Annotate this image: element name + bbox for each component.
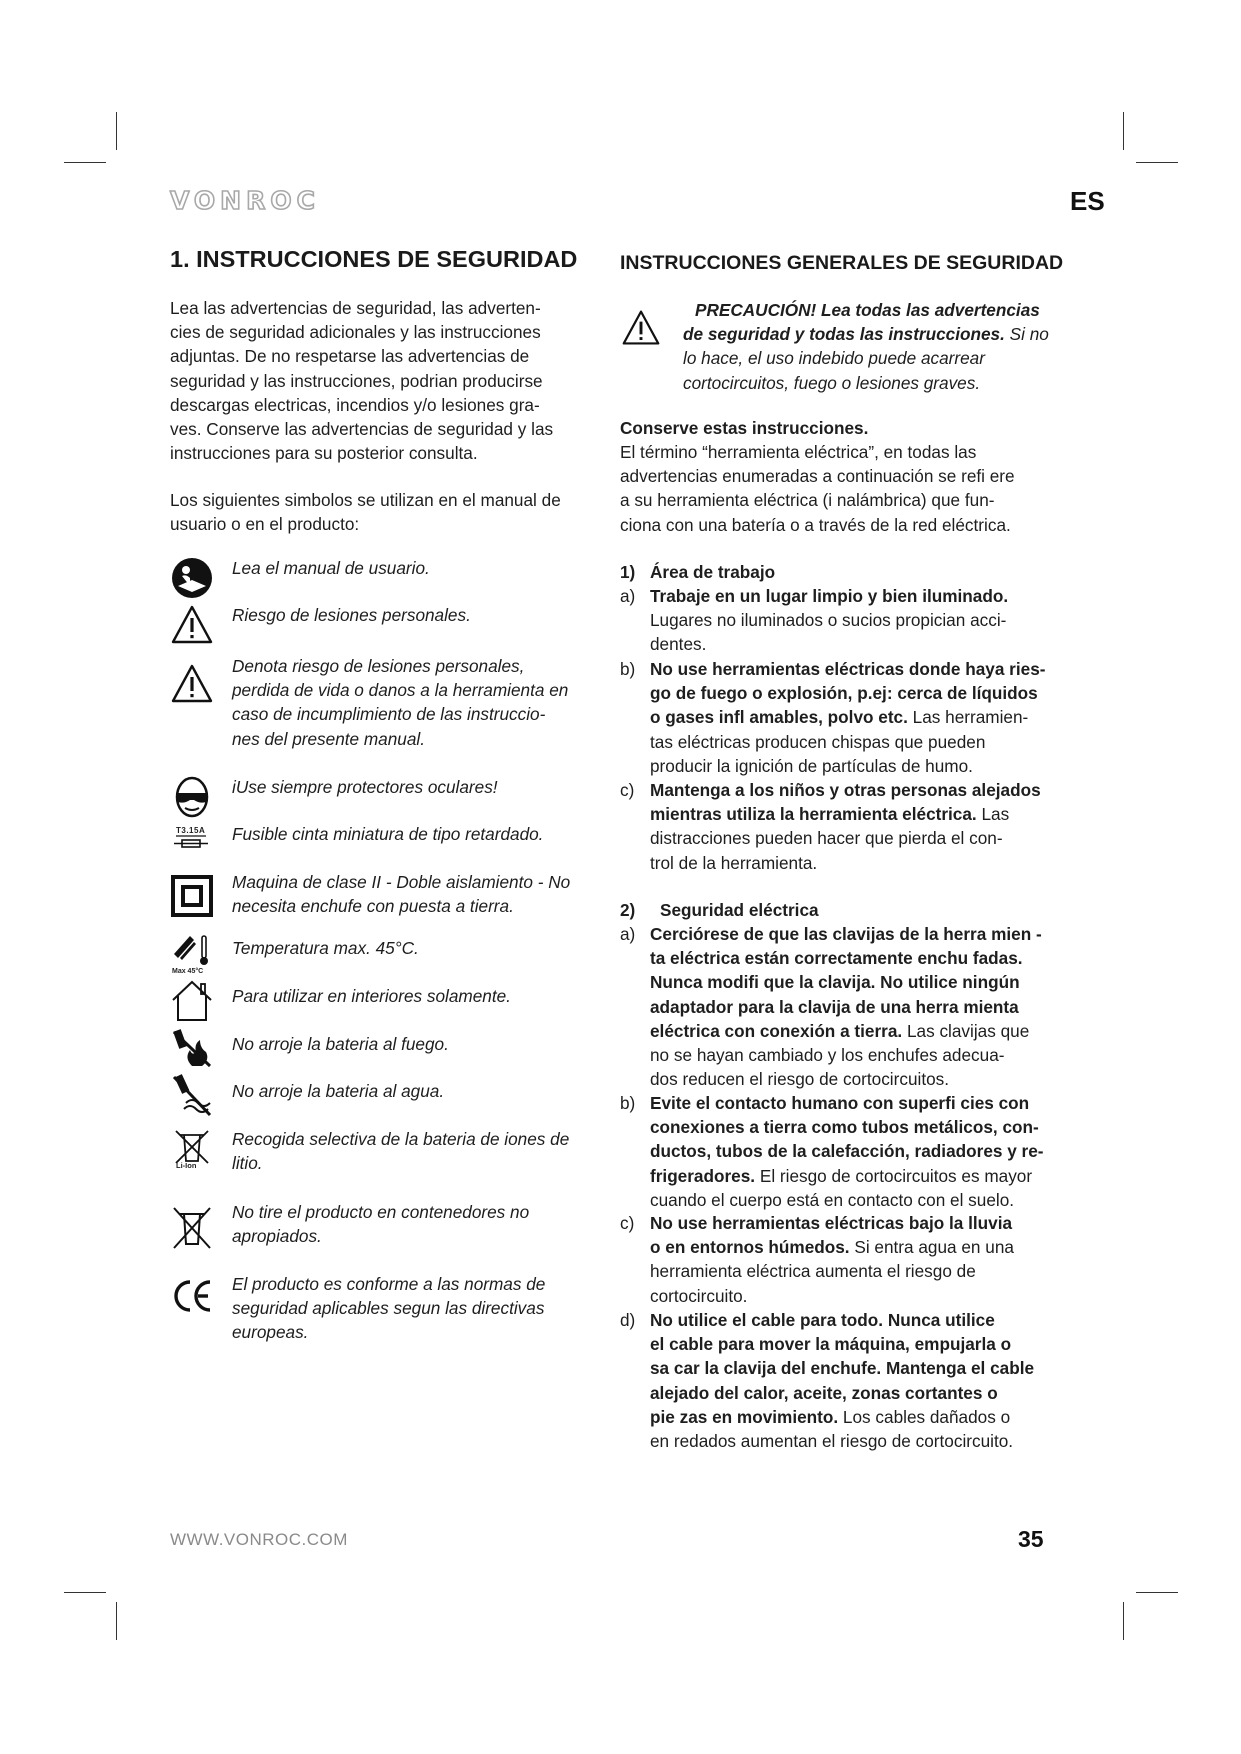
temperature-label: Max 45°C xyxy=(172,968,204,975)
class-ii-icon xyxy=(170,874,214,918)
symbol-text: Para utilizar en interiores solamente. xyxy=(232,986,511,1006)
indoor-use-icon xyxy=(170,978,214,1022)
language-code: ES xyxy=(1070,186,1105,216)
list-item-bold: Cerciórese de que las clavijas de la herra mien - ta eléctrica están correctamente enchu fadas. Nunca modifi que la clavija. No utilice ningún adaptador para la clavija de una herra mienta eléctrica con conexión a tierra. xyxy=(650,924,1042,1041)
li-ion-label: Li-Ion xyxy=(176,1161,197,1170)
list-item-rest: Lugares no iluminados o sucios propician acci- dentes. xyxy=(650,610,1007,655)
crop-mark xyxy=(116,1602,117,1640)
list-item-rest: Las herramien- tas eléctricas producen chispas que pueden producir la ignición de partículas de humo. xyxy=(650,707,1029,776)
list-item-body xyxy=(650,1211,1062,1308)
warning-triangle-icon xyxy=(170,603,214,647)
list-item-body xyxy=(650,657,1062,778)
ce-mark-icon xyxy=(170,1274,214,1318)
list-item-bold: Mantenga a los niños y otras personas alejados mientras utiliza la herramienta eléctrica. xyxy=(650,780,1041,825)
symbol-text: El producto es conforme a las normas de seguridad aplicables segun las directivas europeas. xyxy=(232,1274,546,1343)
list-item-rest: Si entra agua en una herramienta eléctrica aumenta el riesgo de cortocircuito. xyxy=(650,1237,1014,1306)
temperature-icon xyxy=(170,936,214,980)
symbol-text: Denota riesgo de lesiones personales, perdida de vida o danos a la herramienta en caso de incumplimiento de las instruccio- nes del presente manual. xyxy=(232,656,569,749)
list-item-bold: No use herramientas eléctricas bajo la lluvia o en entornos húmedos. xyxy=(650,1213,1013,1258)
list-marker: b) xyxy=(620,1093,636,1113)
no-fire-icon xyxy=(170,1026,214,1070)
caution-bold: PRECAUCIÓN! Lea todas las advertencias de seguridad y todas las instrucciones. xyxy=(683,300,1040,345)
crop-mark xyxy=(116,112,117,150)
crop-mark xyxy=(1136,1592,1178,1593)
symbol-text: Recogida selectiva de la bateria de iones de litio. xyxy=(232,1129,570,1174)
crop-mark xyxy=(64,162,106,163)
symbol-text: No arroje la bateria al agua. xyxy=(232,1081,445,1101)
keep-text: El término “herramienta eléctrica”, en todas las advertencias enumeradas a continuación se refi ere a su herramienta eléctrica (i nalámbrica) que fun- ciona con una batería o a través de la red eléctrica. xyxy=(620,442,1015,535)
list-marker: b) xyxy=(620,659,636,679)
intro-paragraph: Lea las advertencias de seguridad, las adverten- cies de seguridad adicionales y las instrucciones adjuntas. De no respetarse las advertencias de seguridad y las instrucciones, podrian producirse descargas electricas, incendios y/o lesiones gra- ves. Conserve las advertencias de seguridad y las instrucciones para su posterior consulta. xyxy=(170,298,554,464)
list-item-rest: Los cables dañados o en redados aumentan el riesgo de cortocircuito. xyxy=(650,1406,1014,1452)
crop-mark xyxy=(64,1592,106,1593)
section-number: 2) xyxy=(620,900,636,920)
list-item-bold: No use herramientas eléctricas donde haya ries- go de fuego o explosión, p.ej: cerca de líquidos o gases infl amables, polvo etc. xyxy=(650,659,1046,728)
list-item-bold: Trabaje en un lugar limpio y bien iluminado. xyxy=(650,586,1009,606)
weee-bin-icon xyxy=(170,1206,214,1250)
page-number: 35 xyxy=(1018,1526,1044,1552)
crop-mark xyxy=(1123,1602,1124,1640)
caution-text xyxy=(683,298,1063,395)
list-item-rest: Las distracciones pueden hacer que pierda el con- trol de la herramienta. xyxy=(650,804,1010,873)
list-marker: a) xyxy=(620,924,636,944)
list-marker: c) xyxy=(620,1213,635,1233)
list-marker: c) xyxy=(620,780,635,800)
list-item-bold: Evite el contacto humano con superfi cies con conexiones a tierra como tubos metálicos, con- ductos, tubos de la calefacción, radiadores y re- frigeradores. xyxy=(650,1093,1044,1186)
section-heading-text: Área de trabajo xyxy=(650,562,776,582)
symbol-text: No arroje la bateria al fuego. xyxy=(232,1034,449,1054)
warning-triangle-icon xyxy=(170,662,214,706)
eye-protection-icon xyxy=(170,775,214,819)
crop-mark xyxy=(1136,162,1178,163)
warning-triangle-icon xyxy=(620,308,662,348)
list-item-rest: El riesgo de cortocircuitos es mayor cuando el cuerpo está en contacto con el suelo. xyxy=(650,1165,1033,1210)
no-water-icon xyxy=(170,1073,214,1117)
general-safety-title: INSTRUCCIONES GENERALES DE SEGURIDAD xyxy=(620,252,1064,274)
section-heading-text: Seguridad eléctrica xyxy=(660,900,819,920)
brand-logo: VONROC xyxy=(170,186,320,215)
section-number: 1) xyxy=(620,562,636,582)
crop-mark xyxy=(1123,112,1124,150)
fuse-label: T3.15A xyxy=(176,826,206,835)
symbols-intro: Los siguientes simbolos se utilizan en el manual de usuario o en el producto: xyxy=(170,490,561,535)
list-marker: d) xyxy=(620,1310,636,1330)
read-manual-icon xyxy=(170,556,214,600)
symbol-text: Riesgo de lesiones personales. xyxy=(232,605,471,625)
keep-title: Conserve estas instrucciones. xyxy=(620,418,869,438)
symbol-text: Fusible cinta miniatura de tipo retardado. xyxy=(232,824,544,844)
symbol-text: Temperatura max. 45°C. xyxy=(232,938,419,958)
symbol-text: iUse siempre protectores oculares! xyxy=(232,777,498,797)
list-item-body xyxy=(650,1308,1062,1453)
list-item-body xyxy=(650,584,1062,657)
list-item-bold: No utilice el cable para todo. Nunca utilice el cable para mover la máquina, empujarla o sa car la clavija del enchufe. Mantenga el cable alejado del calor, aceite, zonas cortantes o pie zas en movimiento. xyxy=(650,1310,1035,1427)
list-item-rest: Las clavijas que no se hayan cambiado y los enchufes adecua- dos reducen el riesgo de cortocircuitos. xyxy=(650,1020,1030,1090)
caution-rest: Si no lo hace, el uso indebido puede acarrear cortocircuitos, fuego o lesiones graves. xyxy=(683,324,1049,393)
section-title: 1. INSTRUCCIONES DE SEGURIDAD xyxy=(170,246,578,272)
list-marker: a) xyxy=(620,586,636,606)
fuse-icon xyxy=(170,822,214,866)
footer-url: WWW.VONROC.COM xyxy=(170,1530,348,1549)
li-ion-recycle-icon xyxy=(170,1127,214,1171)
list-item-body xyxy=(650,778,1062,875)
list-item-body xyxy=(650,922,1062,1091)
symbol-text: No tire el producto en contenedores no apropiados. xyxy=(232,1202,530,1247)
symbol-text: Maquina de clase II - Doble aislamiento - No necesita enchufe con puesta a tierra. xyxy=(232,872,571,917)
list-item-body xyxy=(650,1091,1062,1212)
symbol-text: Lea el manual de usuario. xyxy=(232,558,430,578)
